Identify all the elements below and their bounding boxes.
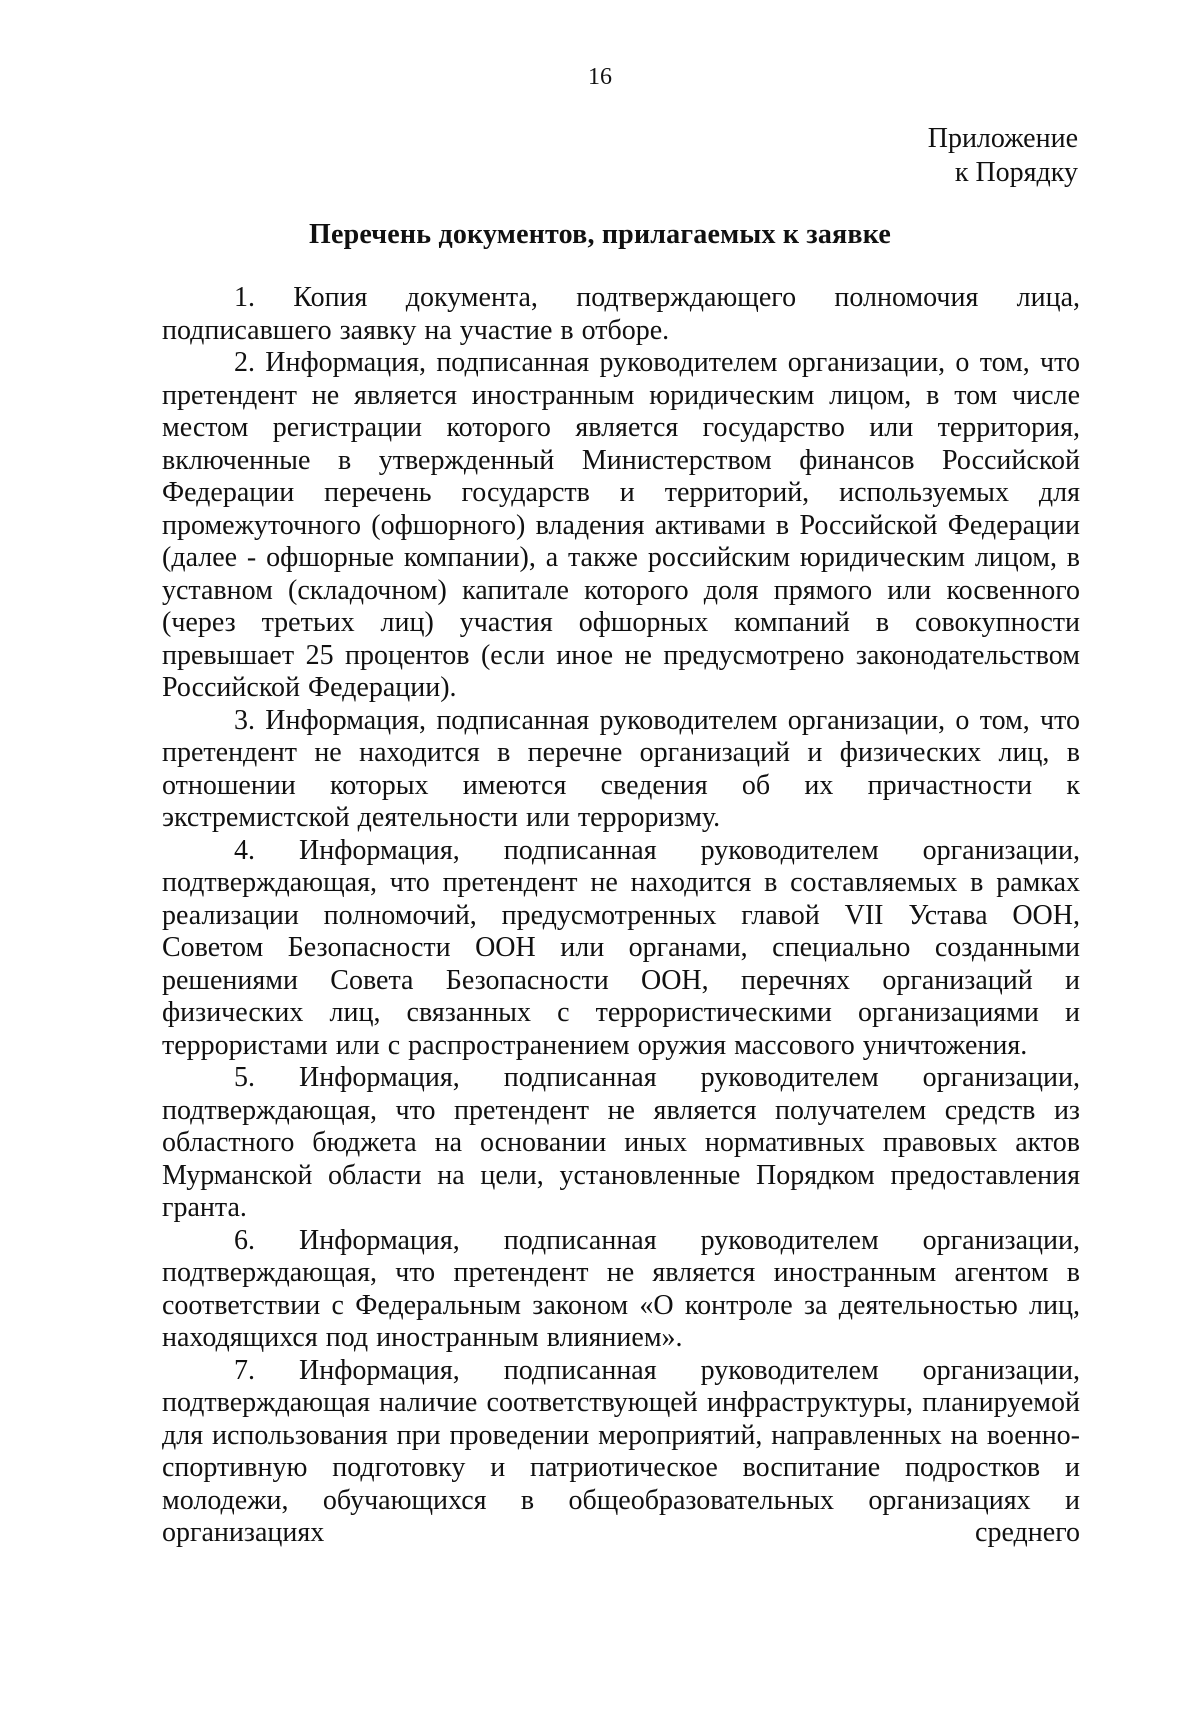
item-number: 5. <box>234 1062 255 1093</box>
item-text: Информация, подписанная руководителем организации, подтверждающая, что претендент не является получателем средств из областного бюджета на основании иных нормативных правовых актов Мурманской области на цели, установленные Порядком предоставления гранта. <box>162 1062 1081 1223</box>
item-number: 7. <box>234 1354 255 1386</box>
item-text: Информация, подписанная руководителем организации, о том, что претендент не является иностранным юридическим лицом, в том числе местом регистрации которого является государство или территория, включенные в утвержденный Министерством финансов Российской Федерации перечень государств и территорий, используемых для промежуточного (офшорного) владения активами в Российской Федерации (далее - офшорные компании), а также российским юридическим лицом, в уставном (складочном) капитале которого доля прямого или косвенного (через третьих лиц) участия офшорных компаний в совокупности превышает 25 процентов (если иное не предусмотрено законодательством Российской Федерации). <box>162 347 1081 703</box>
list-item-7 <box>162 1355 1080 1550</box>
list-item-2 <box>162 347 1080 705</box>
document-title: Перечень документов, прилагаемых к заявке <box>309 219 891 250</box>
appendix-line-1: Приложение <box>927 123 1078 154</box>
item-number: 1. <box>234 282 255 313</box>
item-text: Информация, подписанная руководителем организации, подтверждающая, что претендент не является иностранным агентом в соответствии с Федеральным законом «О контроле за деятельностью лиц, находящихся под иностранным влиянием». <box>162 1224 1081 1353</box>
item-text: Информация, подписанная руководителем организации, подтверждающая наличие соответствующей инфраструктуры, планируемой для использования при проведении мероприятий, направленных на военно-спортивную подготовку и патриотическое воспитание подростков и молодежи, обучающихся в общеобразовательных организациях и организациях среднего <box>162 1354 1081 1548</box>
list-item-1 <box>162 282 1080 347</box>
item-number: 4. <box>234 834 255 866</box>
appendix-label <box>928 122 1078 190</box>
item-text: Информация, подписанная руководителем организации, о том, что претендент не находится в перечне организаций и физических лиц, в отношении которых имеются сведения об их причастности к экстремистской деятельности или терроризму. <box>162 704 1081 833</box>
appendix-line-2: к Порядку <box>954 157 1078 188</box>
item-number: 2. <box>234 347 255 378</box>
item-number: 6. <box>234 1224 255 1256</box>
item-text: Копия документа, подтверждающего полномочия лица, подписавшего заявку на участие в отборе. <box>162 282 1081 346</box>
list-item-3 <box>162 705 1080 835</box>
document-list <box>162 282 1080 1550</box>
item-text: Информация, подписанная руководителем организации, подтверждающая, что претендент не находится в составляемых в рамках реализации полномочий, предусмотренных главой VII Устава ООН, Советом Безопасности ООН или органами, специально созданными решениями Совета Безопасности ООН, перечнях организаций и физических лиц, связанных с террористическими организациями и террористами или с распространением оружия массового уничтожения. <box>162 834 1081 1061</box>
list-item-5 <box>162 1062 1080 1225</box>
list-item-4 <box>162 835 1080 1063</box>
page-number: 16 <box>588 64 612 90</box>
item-number: 3. <box>234 704 255 736</box>
list-item-6 <box>162 1225 1080 1355</box>
